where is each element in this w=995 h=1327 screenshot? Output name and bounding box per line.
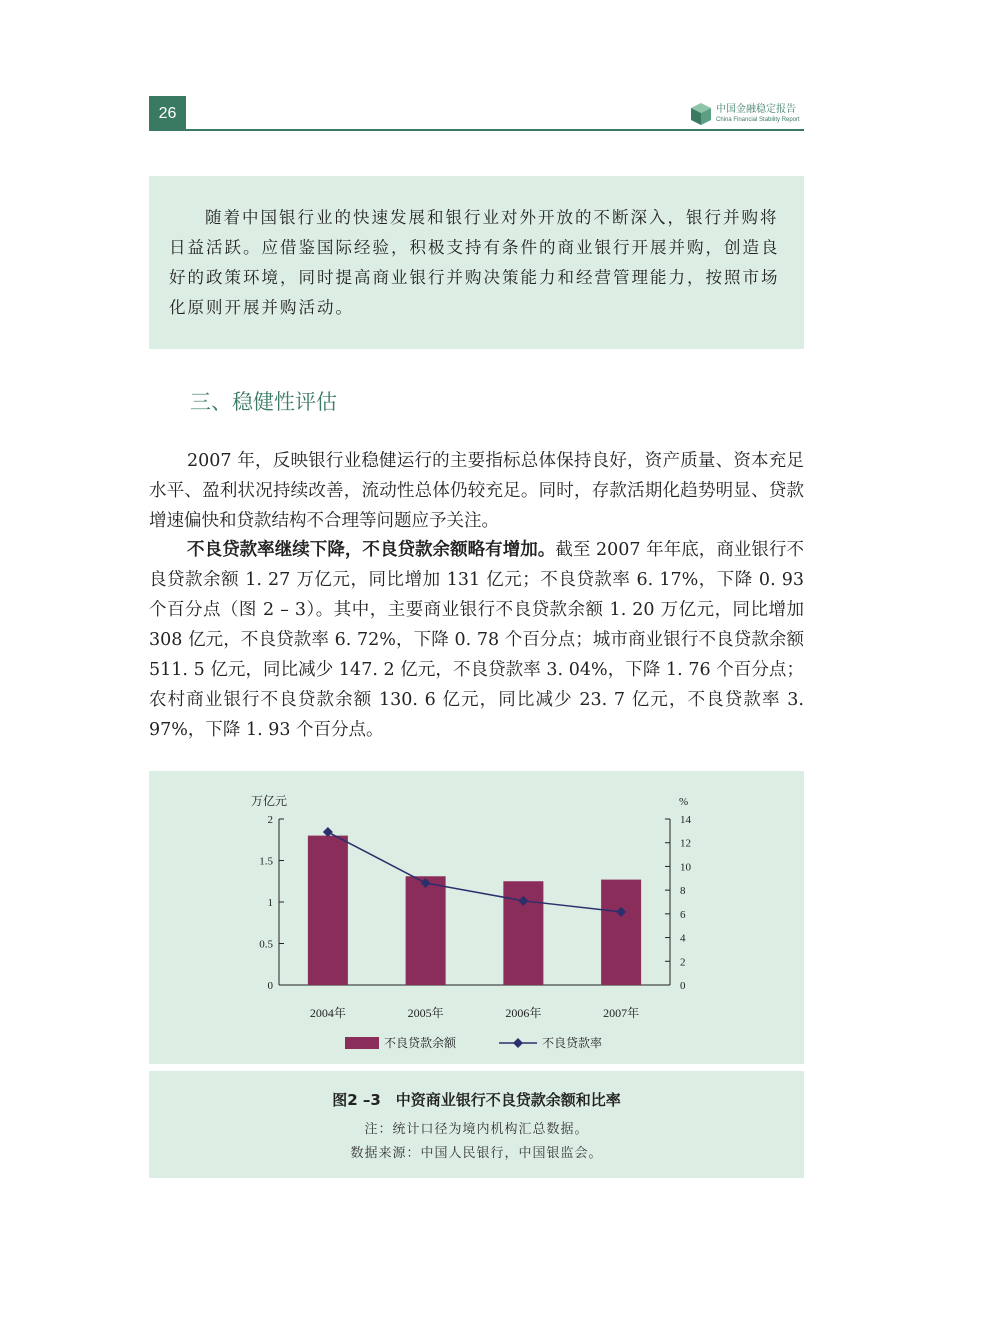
right-tick-label: 0: [680, 980, 686, 992]
x-tick-label: 2004年: [309, 1006, 346, 1020]
right-tick-label: 6: [680, 908, 686, 921]
left-tick-label: 1: [267, 897, 273, 909]
summary-text: 随着中国银行业的快速发展和银行业对外开放的不断深入，银行并购将日益活跃。应借鉴国际经验，积极支持有条件的商业银行开展并购，创造良好的政策环境，同时提高商业银行并购决策能力和经营管理能力，按照市场化原则开展并购活动。: [169, 208, 780, 317]
bar-npl-balance: [308, 836, 348, 985]
x-tick-label: 2007年: [603, 1006, 640, 1020]
bar-npl-balance: [601, 880, 641, 985]
left-axis-unit: 万亿元: [251, 794, 288, 808]
npl-chart: [149, 771, 804, 1064]
figure-note: 注：统计口径为境内机构汇总数据。: [364, 1122, 589, 1137]
paragraph-2-rest: 截至 2007 年年底，商业银行不良贷款余额 1. 27 万亿元，同比增加 131 亿元；不良贷款率 6. 17%，下降 0. 93 个百分点（图 2 – 3）。其中，主要商业银行不良贷款余额 1. 20 万亿元，同比增加 308 亿元，不良贷款率 6. 72%，下降 0. 78 个百分点；城市商业银行不良贷款余额 511. 5 亿元，同比减少 147. 2 亿元，不良贷款率 3. 04%，下降 1. 76 个百分点；农村商业银行不良贷款余额 130. 6 亿元，同比减少 23. 7 亿元，不良贷款率 3. 97%，下降 1. 93 个百分点。: [149, 540, 804, 740]
paragraph-2-lead: 不良贷款率继续下降，不良贷款余额略有增加。: [187, 540, 556, 560]
left-tick-label: 2: [267, 814, 273, 826]
figure-title: 图2 –3 中资商业银行不良贷款余额和比率: [332, 1091, 621, 1109]
x-tick-label: 2006年: [505, 1006, 542, 1020]
line-point-npl-ratio: [323, 827, 333, 837]
figure-caption: [149, 1071, 804, 1178]
brand-logo-icon: [690, 102, 712, 126]
brand-name-cn: 中国金融稳定报告: [716, 104, 796, 115]
paragraph-1: 2007 年，反映银行业稳健运行的主要指标总体保持良好，资产质量、资本充足水平、盈利状况持续改善，流动性总体仍较充足。同时，存款活期化趋势明显、贷款增速偏快和贷款结构不合理等问题应予关注。: [149, 451, 804, 531]
brand: [690, 101, 808, 127]
chart-panel: [149, 771, 804, 1064]
line-npl-ratio: [328, 832, 621, 912]
header-rule: [186, 129, 804, 131]
legend-label-bar: 不良贷款余额: [384, 1036, 457, 1050]
section-title: 三、稳健性评估: [190, 390, 337, 414]
x-tick-label: 2005年: [407, 1006, 444, 1020]
right-tick-label: 12: [680, 837, 691, 850]
brand-name-en: China Financial Stability Report: [716, 117, 800, 123]
left-tick-label: 0.5: [259, 938, 273, 951]
bar-npl-balance: [406, 876, 446, 985]
paragraph-2: [149, 535, 804, 745]
page-number: 26: [149, 96, 186, 131]
right-tick-label: 2: [680, 956, 686, 969]
left-tick-label: 0: [267, 980, 273, 992]
figure-source: 数据来源：中国人民银行，中国银监会。: [350, 1146, 603, 1161]
summary-box: [149, 176, 804, 349]
right-tick-label: 14: [680, 814, 691, 826]
left-tick-label: 1.5: [259, 855, 273, 868]
right-tick-label: 10: [680, 861, 691, 874]
legend-swatch-bar: [345, 1037, 379, 1049]
legend-swatch-marker: [513, 1038, 523, 1048]
right-tick-label: 4: [680, 932, 686, 945]
right-tick-label: 8: [680, 885, 686, 898]
right-axis-unit: %: [679, 796, 689, 808]
legend-label-line: 不良贷款率: [542, 1036, 603, 1050]
